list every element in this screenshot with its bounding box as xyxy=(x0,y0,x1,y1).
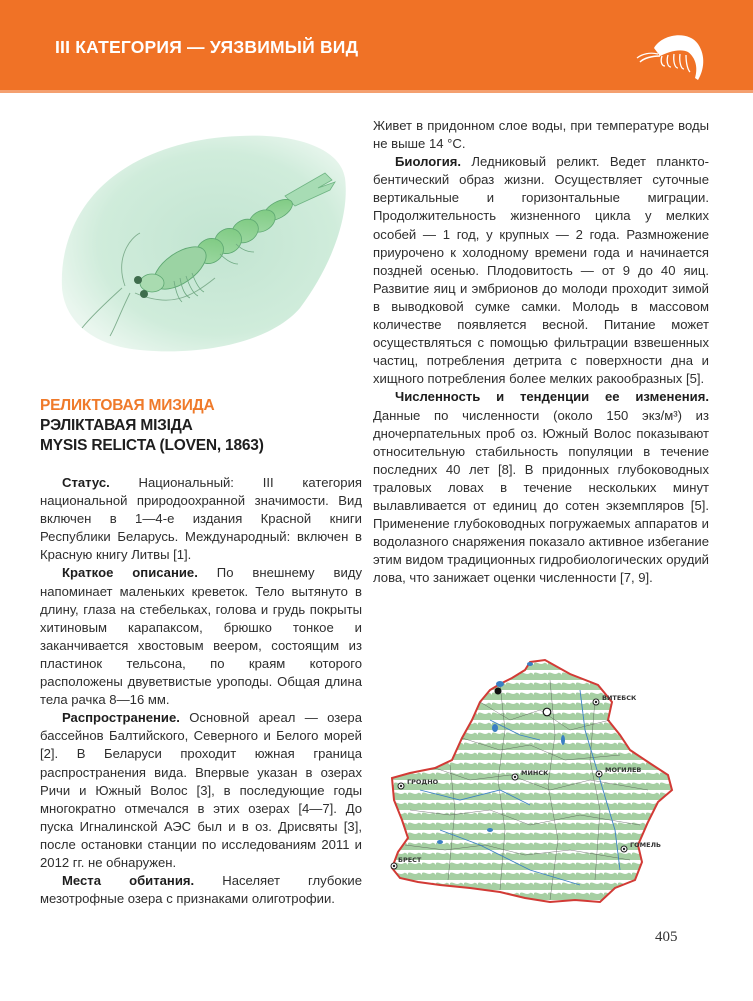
belarus-distribution-map xyxy=(380,640,680,920)
biology-paragraph xyxy=(373,153,709,388)
svg-text:МИНСК: МИНСК xyxy=(521,769,549,777)
distribution-paragraph xyxy=(40,709,362,872)
category-banner xyxy=(0,0,753,93)
category-title: III КАТЕГОРИЯ — УЯЗВИМЫЙ ВИД xyxy=(55,37,359,57)
distribution-text: Основной ареал — озера бассейнов Балтийского, Северного и Белого морей [2]. В Беларуси проходит южная граница распространения вида. Впервые указан в озерах Ричи и Южный Волос [3], в последующие годы многократно отмечался в этих озерах [4—7]. До пуска Игналинской АЭС был и в оз. Дрисвяты [3], после остановки станции по исследованиям 2011 и 2012 гг. не обнаружен. xyxy=(40,710,362,870)
distribution-heading: Распространение. xyxy=(62,710,180,726)
status-text: Национальный: III категория национальной природоохранной значимости. Вид включен в 1—4-е издания Красной книги Республики Беларусь. Международный: включен в Красную книгу Литвы [1]. xyxy=(40,475,362,563)
species-heading xyxy=(40,396,370,456)
species-name-belarusian: РЭЛІКТАВАЯ МІЗІДА xyxy=(40,417,193,434)
record-marker-filled xyxy=(495,688,502,695)
svg-text:ГОМЕЛЬ: ГОМЕЛЬ xyxy=(630,841,661,849)
habitat-paragraph xyxy=(40,872,362,908)
status-heading: Статус. xyxy=(62,475,110,490)
habitat-heading: Места обитания. xyxy=(62,873,195,889)
svg-text:ВИТЕБСК: ВИТЕБСК xyxy=(602,694,637,702)
mysis-relicta-illustration xyxy=(40,118,360,363)
habitat-text: Населяет глубокие мезотрофные озера с признаками олиготрофии. xyxy=(40,873,362,907)
status-paragraph xyxy=(40,474,362,564)
biology-text: Ледниковый реликт. Ведет планкто-бентический образ жизни. Осуществляет суточные вертикальные и горизонтальные миграции. Продолжительность жизненного цикла у мелких особей — 1 год, у крупных — 2 года. Размножение приурочено к холодному времени года и начинается поздней осенью. Плодовитость — от 9 до 40 яиц. Развитие яиц и эмбрионов до молоди проходит зимой в выводковой сумке самки. Молодь в массовом количестве появляется весной. Питание может осуществляться с помощью фильтрации взвешенных частиц, потребления детрита с поверхности дна и хищного потребления более мелких ракообразных [5]. xyxy=(373,154,709,387)
biology-heading: Биология. xyxy=(395,154,462,170)
population-heading: Численность и тенденции ее изменения. xyxy=(395,389,709,405)
page-number: 405 xyxy=(655,929,678,945)
population-paragraph xyxy=(373,388,709,587)
shrimp-silhouette-icon xyxy=(632,26,710,84)
left-column xyxy=(40,474,362,908)
description-paragraph xyxy=(40,564,362,709)
right-column xyxy=(373,117,709,587)
species-name-russian: РЕЛИКТОВАЯ МИЗИДА xyxy=(40,397,215,414)
record-marker-open xyxy=(543,708,551,716)
description-heading: Краткое описание. xyxy=(62,565,198,581)
svg-text:ГРОДНО: ГРОДНО xyxy=(407,778,439,786)
species-name-latin: MYSIS RELICTA (LOVEN, 1863) xyxy=(40,437,264,454)
habitat-continuation: Живет в придонном слое воды, при температуре воды не выше 14 °С. xyxy=(373,118,709,152)
svg-text:БРЕСТ: БРЕСТ xyxy=(398,856,422,864)
description-text: По внешнему виду напоминает маленьких креветок. Тело вытянуто в длину, глаза на стебельках, голова и грудь покрыты хитиновым карапаксом, брюшко тонкое и заканчивается хвостовым веером, состоящим из пластинок тельсона, по краям которого расположены двуветвистые уроподы. Общая длина тела рачка 8—16 мм. xyxy=(40,565,362,708)
svg-text:МОГИЛЕВ: МОГИЛЕВ xyxy=(605,766,642,774)
population-text: Данные по численности (около 150 экз/м³) из дночерпательных проб оз. Южный Волос показывают относительную стабильность популяции в течение последних 40 лет [8]. В придонных глубоководных траловых ловах в течение нескольких минут вылавливается от единиц до сотен экземпляров [5]. Применение глубоководных погружаемых аппаратов и водолазного снаряжения показало активное избегание этим видом традиционных гидробиологических орудий лова, что занижает оценки численности [7, 9]. xyxy=(373,407,709,586)
